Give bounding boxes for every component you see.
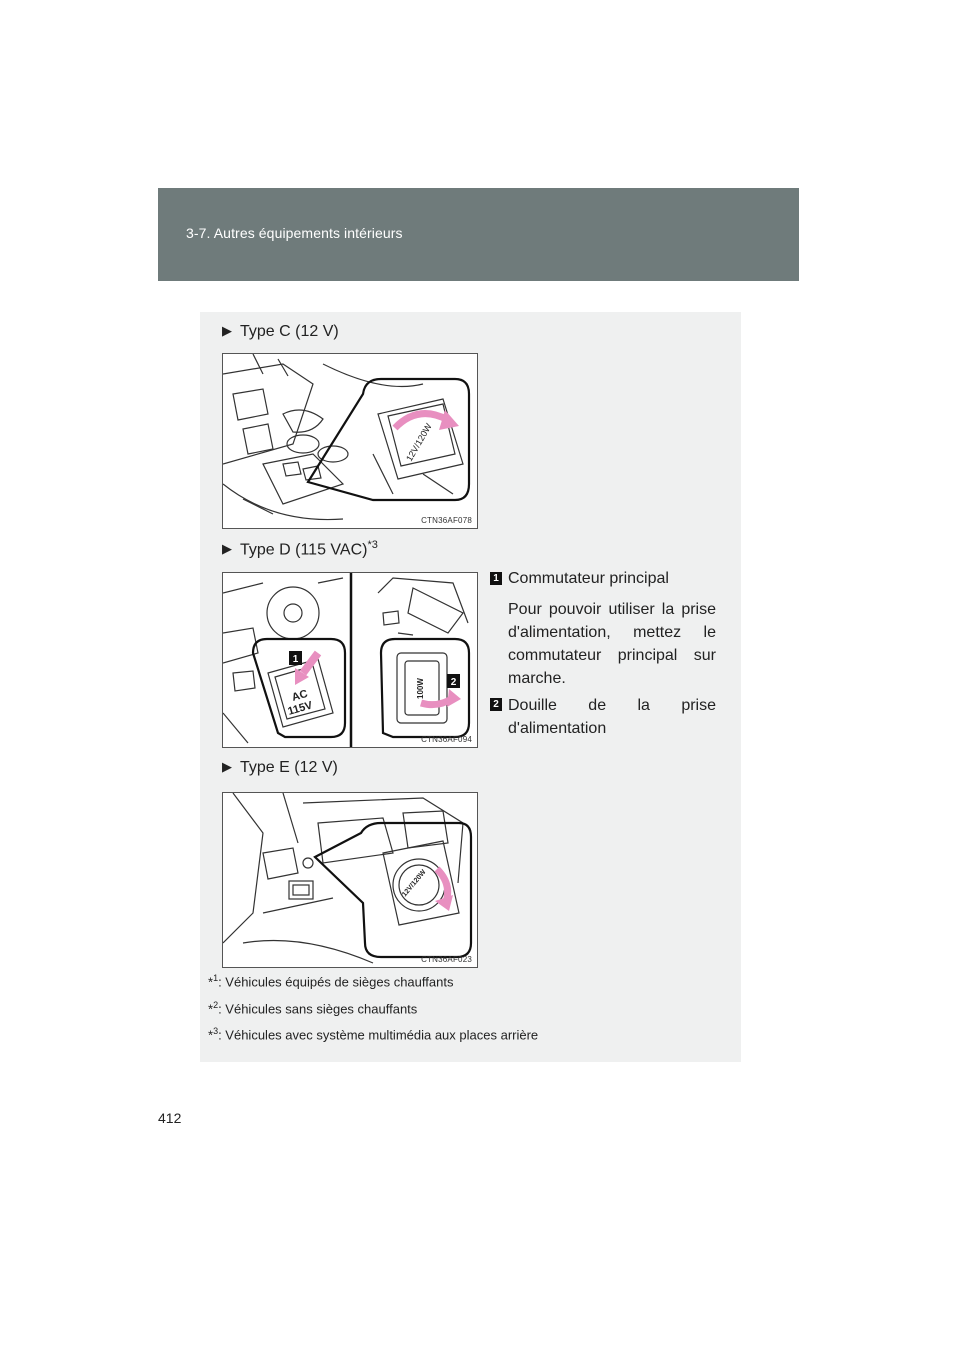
footnote-1-number: 1 [213, 973, 219, 983]
type-c-illustration [222, 353, 478, 529]
footnote-3-text: : Véhicules avec système multimédia aux places arrière [218, 1027, 539, 1043]
callout-2-title: Douille de la prise d'alimentation [508, 697, 716, 737]
type-e-heading [222, 759, 338, 777]
section-title: 3-7. Autres équipements intérieurs [186, 225, 403, 241]
type-d-footnote-marker: *3 [367, 539, 378, 551]
page-number: 412 [158, 1110, 182, 1126]
type-d-label: Type D (115 VAC) [240, 541, 368, 559]
footnote-3-number: 3 [213, 1026, 219, 1036]
footnote-1 [208, 973, 453, 989]
type-e-cap-label: 12V/120W [401, 868, 428, 899]
callout-socket [490, 694, 716, 744]
socket-wattage-label: 100W [416, 678, 425, 699]
section-header [158, 188, 799, 281]
footnote-3 [208, 1026, 538, 1042]
footnote-2-marker: * [208, 1001, 214, 1017]
type-c-heading [222, 323, 339, 341]
switch-and-socket-drawing [223, 573, 477, 747]
footnote-1-text: : Véhicules équipés de sièges chauffants [218, 974, 454, 990]
type-d-figure-code: CTN36AF094 [421, 735, 472, 744]
type-e-label: Type E (12 V) [240, 759, 338, 776]
callout-2-badge: 2 [490, 698, 502, 711]
switch-115v-label: 115V [286, 699, 314, 718]
switch-ac-label: AC [290, 687, 310, 704]
content-panel [200, 312, 741, 1062]
type-c-cap-label: 12V/120W [404, 421, 434, 463]
type-c-figure-code: CTN36AF078 [421, 516, 472, 525]
callout-1-title: Commutateur principal [508, 570, 669, 587]
footnote-2-number: 2 [213, 1000, 219, 1010]
type-e-figure-code: CTN36AF023 [421, 955, 472, 964]
callout-1-badge: 1 [490, 572, 502, 585]
type-d-heading [222, 539, 378, 559]
type-e-illustration [222, 792, 478, 968]
footnote-2 [208, 1000, 417, 1016]
triangle-bullet-icon: ▶ [222, 541, 232, 557]
callout-1-description: Pour pouvoir utiliser la prise d'alimentation, mettez le commutateur principal sur marche. [508, 601, 716, 687]
footnote-1-marker: * [208, 974, 214, 990]
figure-callout-1: 1 [292, 654, 299, 665]
triangle-bullet-icon: ▶ [222, 323, 232, 338]
figure-callout-2: 2 [450, 677, 457, 688]
footnote-3-marker: * [208, 1027, 214, 1043]
cargo-socket-drawing [223, 793, 477, 967]
type-d-illustration [222, 572, 478, 748]
callout-main-switch [490, 568, 716, 698]
console-socket-drawing [223, 354, 477, 528]
footnote-2-text: : Véhicules sans sièges chauffants [218, 1001, 418, 1017]
type-c-label: Type C (12 V) [240, 323, 339, 340]
triangle-bullet-icon: ▶ [222, 759, 232, 774]
